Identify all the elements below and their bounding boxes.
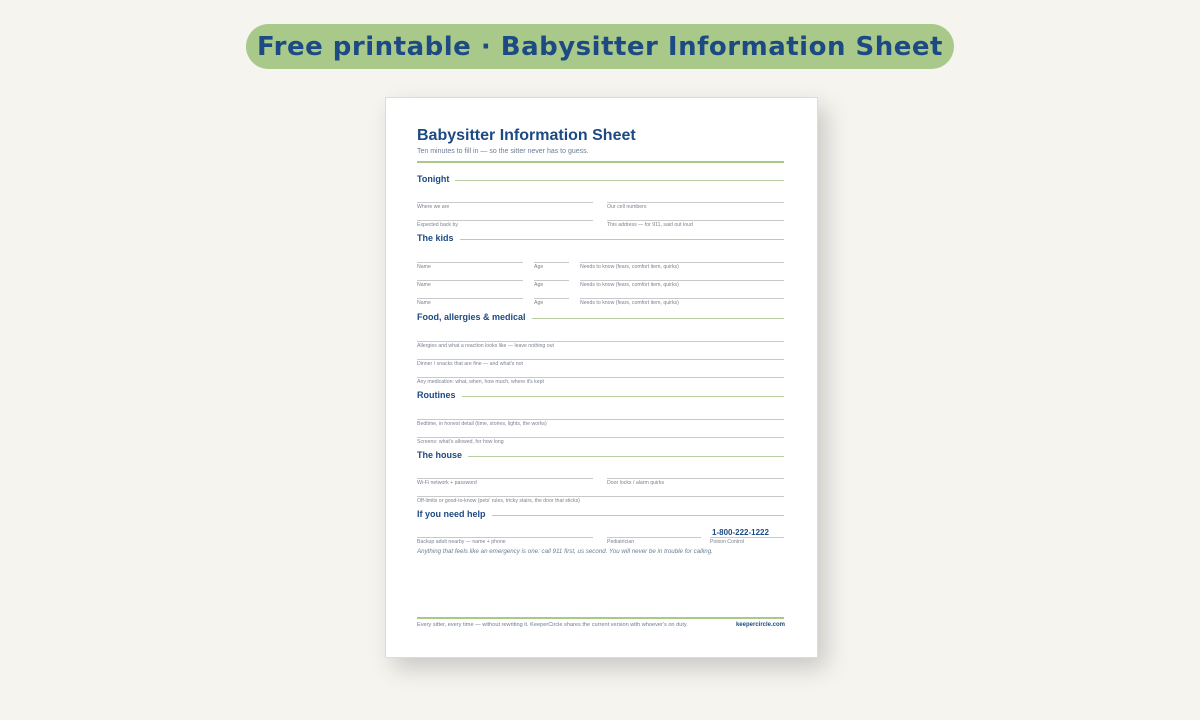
field-line[interactable] xyxy=(534,262,569,263)
section-rule xyxy=(417,456,784,457)
header-rule xyxy=(417,161,784,163)
field-line[interactable] xyxy=(607,220,784,221)
section-title-food: Food, allergies & medical xyxy=(417,312,532,322)
field-line[interactable] xyxy=(607,537,701,538)
field-line[interactable] xyxy=(607,478,784,479)
field-label-kid-name: Name xyxy=(417,282,431,288)
field-label-kid-needs: Needs to know (fears, comfort item, quirks) xyxy=(580,282,679,288)
field-label-medication: Any medication: what, when, how much, where it's kept xyxy=(417,379,544,385)
emergency-note: Anything that feels like an emergency is one: call 911 first, us second. You will never be in trouble for calling. xyxy=(417,548,713,555)
field-label-pediatrician: Pediatrician xyxy=(607,539,635,545)
field-line[interactable] xyxy=(534,280,569,281)
footer-link[interactable]: keepercircle.com xyxy=(735,622,785,628)
field-line[interactable] xyxy=(534,298,569,299)
field-label-door-locks: Door locks / alarm quirks xyxy=(607,480,665,486)
field-label-screens: Screens: what's allowed, for how long xyxy=(417,439,504,445)
section-title-routines: Routines xyxy=(417,390,462,400)
field-label-kid-name: Name xyxy=(417,300,431,306)
section-title-tonight: Tonight xyxy=(417,174,455,184)
field-label-kid-age: Age xyxy=(534,282,544,288)
field-label-where-we-are: Where we are xyxy=(417,204,450,210)
field-label-allergies: Allergies and what a reaction looks like — leave nothing out xyxy=(417,343,554,349)
field-line xyxy=(710,537,784,538)
poison-control-phone: 1-800-222-1222 xyxy=(712,528,769,537)
field-line[interactable] xyxy=(417,437,784,438)
field-line[interactable] xyxy=(417,220,593,221)
field-label-address: This address — for 911, said out loud xyxy=(607,222,693,228)
field-line[interactable] xyxy=(417,478,593,479)
field-label-off-limits: Off-limits or good-to-know (pets' rules, tricky stairs, the door that sticks) xyxy=(417,498,580,504)
field-label-bedtime: Bedtime, in honest detail (time, stories, lights, the works) xyxy=(417,421,547,427)
field-line[interactable] xyxy=(417,280,523,281)
sheet-title: Babysitter Information Sheet xyxy=(417,127,636,144)
section-title-kids: The kids xyxy=(417,233,460,243)
field-line[interactable] xyxy=(417,341,784,342)
field-line[interactable] xyxy=(417,419,784,420)
field-label-cell-numbers: Our cell numbers xyxy=(607,204,647,210)
field-label-poison-control: Poison Control xyxy=(710,539,745,545)
sheet-subtitle: Ten minutes to fill in — so the sitter never has to guess. xyxy=(417,148,589,155)
field-line[interactable] xyxy=(417,496,784,497)
banner-text: Free printable · Babysitter Information Sheet xyxy=(257,31,943,62)
field-line[interactable] xyxy=(417,298,523,299)
section-rule xyxy=(417,180,784,181)
section-title-help: If you need help xyxy=(417,509,492,519)
page-banner xyxy=(246,24,954,69)
footer-text: Every sitter, every time — without rewriting it. KeeperCircle shares the current version with whoever's on duty. xyxy=(417,622,688,628)
field-line[interactable] xyxy=(580,280,784,281)
field-label-kid-age: Age xyxy=(534,264,544,270)
field-label-kid-needs: Needs to know (fears, comfort item, quirks) xyxy=(580,264,679,270)
footer-rule xyxy=(417,617,784,619)
field-label-wifi: Wi-Fi network + password xyxy=(417,480,477,486)
field-label-kid-age: Age xyxy=(534,300,544,306)
field-line[interactable] xyxy=(417,537,593,538)
field-label-dinner: Dinner / snacks that are fine — and what's not xyxy=(417,361,523,367)
field-line[interactable] xyxy=(417,359,784,360)
section-rule xyxy=(417,239,784,240)
field-label-kid-name: Name xyxy=(417,264,431,270)
field-line[interactable] xyxy=(580,298,784,299)
field-line[interactable] xyxy=(417,202,593,203)
printable-sheet xyxy=(385,97,818,658)
field-line[interactable] xyxy=(417,262,523,263)
field-label-expected-back: Expected back by xyxy=(417,222,458,228)
field-line[interactable] xyxy=(580,262,784,263)
field-label-backup-adult: Backup adult nearby — name + phone xyxy=(417,539,506,545)
section-rule xyxy=(417,396,784,397)
field-line[interactable] xyxy=(607,202,784,203)
section-title-house: The house xyxy=(417,450,468,460)
field-line[interactable] xyxy=(417,377,784,378)
field-label-kid-needs: Needs to know (fears, comfort item, quirks) xyxy=(580,300,679,306)
